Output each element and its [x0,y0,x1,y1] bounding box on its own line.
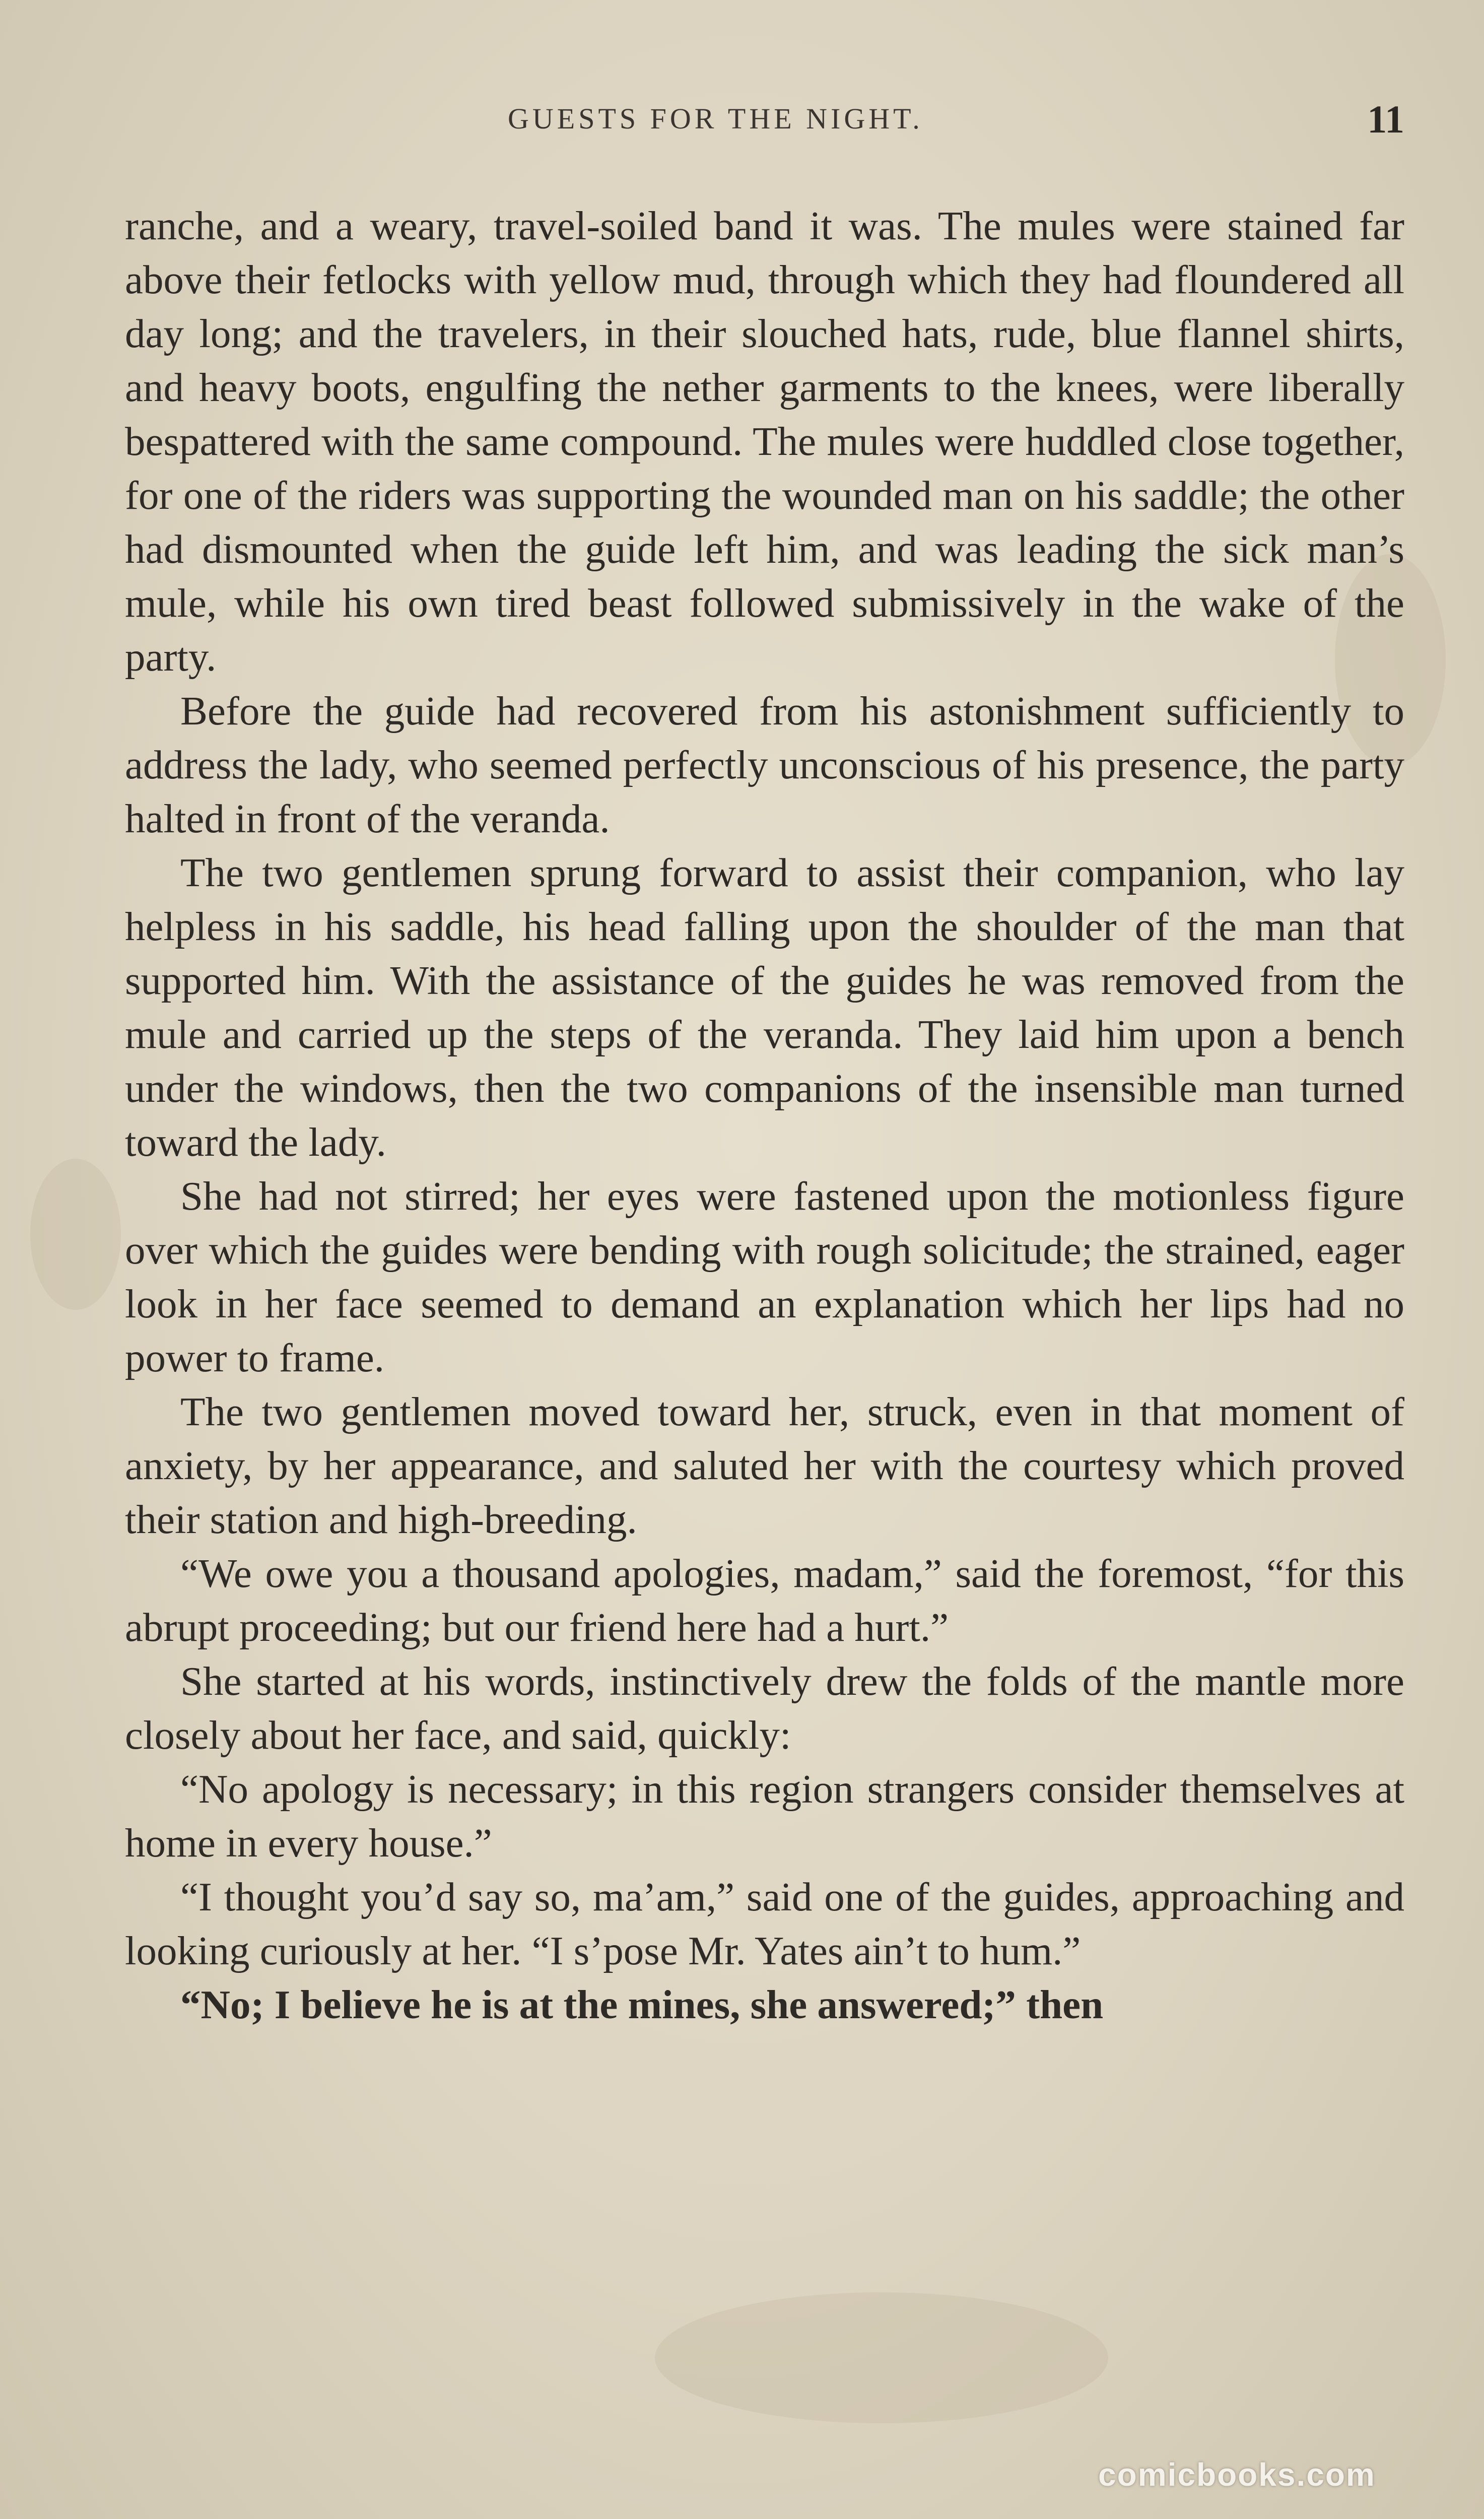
paragraph: She had not stirred; her eyes were fastened upon the motionless figure over which the guides were bending with rough solicitude; the strained, eager look in her face seemed to demand an explanation which her lips had no power to frame. [125,1173,1404,1380]
running-head [125,97,1404,142]
paragraph: She started at his words, instinctively drew the folds of the mantle more closely about her face, and said, quickly: [125,1659,1404,1758]
body-text [125,199,1404,2032]
paragraph: “No apology is necessary; in this region strangers consider themselves at home in every house.” [125,1766,1404,1866]
page-number: 11 [1367,97,1404,141]
paragraph: “We owe you a thousand apologies, madam,” said the foremost, “for this abrupt proceeding; but our friend here had a hurt.” [125,1551,1404,1650]
paragraph: Before the guide had recovered from his astonishment sufficiently to address the lady, who seemed perfectly unconscious of his presence, the party halted in front of the veranda. [125,688,1404,841]
paragraph: “I thought you’d say so, ma’am,” said one of the guides, approaching and looking curiously at her. “I s’pose Mr. Yates ain’t to hum.” [125,1874,1404,1973]
paragraph: “No; I believe he is at the mines, she answered;” then [180,1982,1104,2027]
paragraph: The two gentlemen sprung forward to assist their companion, who lay helpless in his saddle, his head falling upon the shoulder of the man that supported him. With the assistance of the guides he was removed from the mule and carried up the steps of the veranda. They laid him upon a bench under the windows, then the two companions of the insensible man turned toward the lady. [125,850,1404,1165]
paragraph: ranche, and a weary, travel-soiled band it was. The mules were stained far above their fetlocks with yellow mud, through which they had floundered all day long; and the travelers, in their slouched hats, rude, blue flannel shirts, and heavy boots, engulfing the nether garments to the knees, were liberally bespattered with the same compound. The mules were huddled close together, for one of the riders was supporting the wounded man on his saddle; the other had dismounted when the guide left him, and was leading the sick man’s mule, while his own tired beast followed submissively in the wake of the party. [125,203,1404,680]
watermark: comicbooks.com [1098,2457,1376,2493]
paragraph: The two gentlemen moved toward her, struck, even in that moment of anxiety, by her appearance, and saluted her with the courtesy which proved their station and high-breeding. [125,1389,1404,1542]
running-title: GUESTS FOR THE NIGHT. [508,102,923,135]
